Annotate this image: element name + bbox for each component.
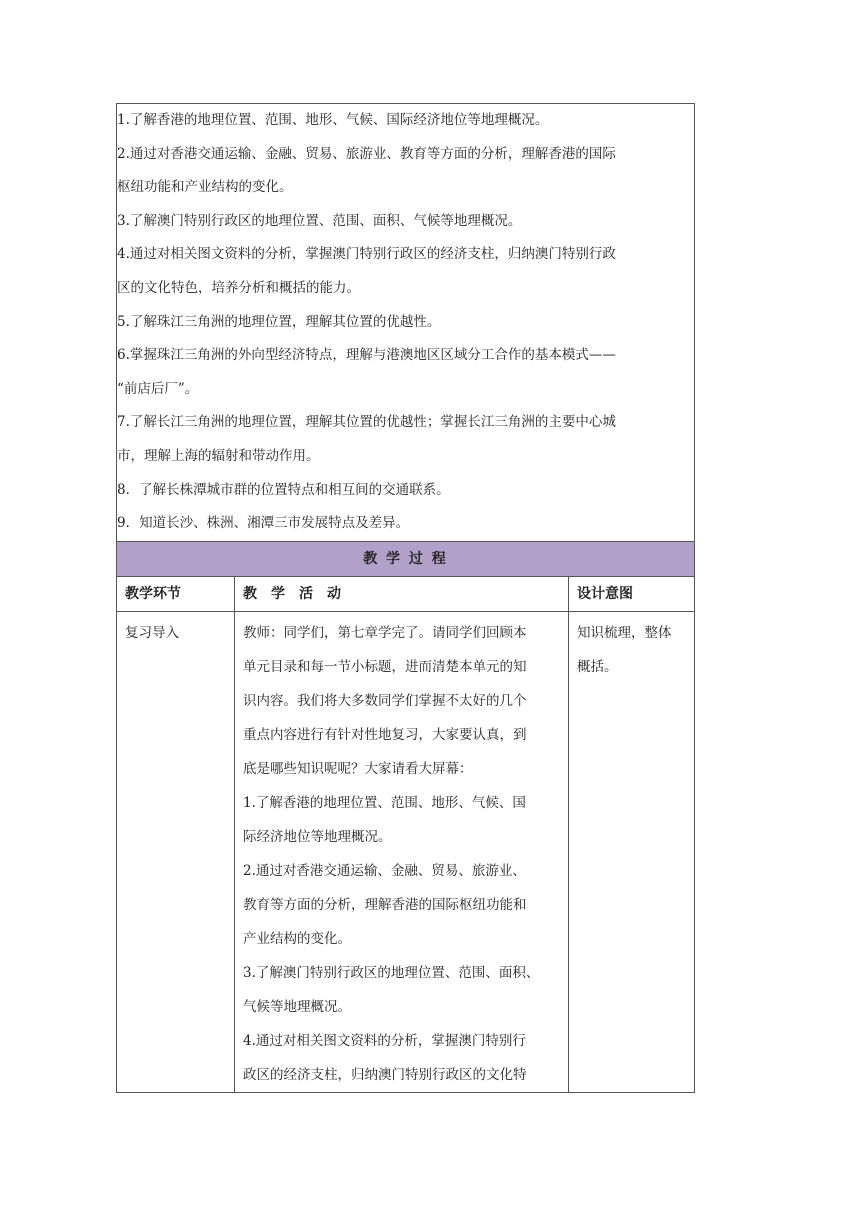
activity-line: 底是哪些知识呢呢？大家请看大屏幕： — [243, 760, 473, 777]
column-header-intent: 设计意图 — [569, 576, 695, 611]
objective-line: 2.通过对香港交通运输、金融、贸易、旅游业、教育等方面的分析，理解香港的国际 — [117, 145, 616, 162]
activity-line: 识内容。我们将大多数同学们掌握不太好的几个 — [243, 692, 527, 709]
activity-line: 际经济地位等地理概况。 — [243, 828, 392, 845]
objective-line: 4.通过对相关图文资料的分析，掌握澳门特别行政区的经济支柱，归纳澳门特别行政 — [117, 246, 616, 263]
activity-line: 单元目录和每一节小标题，进而清楚本单元的知 — [243, 658, 527, 675]
objective-line: 7.了解长江三角洲的地理位置，理解其位置的优越性；掌握长江三角洲的主要中心城 — [117, 414, 616, 431]
objective-line: 市，理解上海的辐射和带动作用。 — [117, 447, 320, 464]
objective-line: 3.了解澳门特别行政区的地理位置、范围、面积、气候等地理概况。 — [117, 212, 522, 229]
intent-line: 概括。 — [577, 658, 618, 675]
activity-line: 1.了解香港的地理位置、范围、地形、气候、国 — [243, 794, 526, 811]
column-header-row — [117, 576, 695, 611]
objective-line: 9．知道长沙、株洲、湘潭三市发展特点及差异。 — [117, 515, 410, 532]
section-title: 教 学 过 程 — [117, 541, 695, 576]
process-header-row — [117, 541, 695, 576]
stage-text: 复习导入 — [125, 624, 179, 641]
objective-line: 5.了解珠江三角洲的地理位置，理解其位置的优越性。 — [117, 313, 441, 330]
activity-line: 产业结构的变化。 — [243, 930, 351, 947]
activity-line: 4.通过对相关图文资料的分析，掌握澳门特别行 — [243, 1032, 526, 1049]
activity-line: 3.了解澳门特别行政区的地理位置、范围、面积、 — [243, 964, 540, 981]
activity-line: 政区的经济支柱，归纳澳门特别行政区的文化特 — [243, 1066, 527, 1083]
objective-line: 枢纽功能和产业结构的变化。 — [117, 179, 293, 196]
activity-line: 教育等方面的分析，理解香港的国际枢纽功能和 — [243, 896, 527, 913]
lesson-plan-table — [116, 103, 695, 1093]
stage-cell — [117, 611, 235, 1092]
objective-line: “前店后厂”。 — [117, 380, 199, 397]
objectives-row — [117, 104, 695, 542]
column-header-stage: 教学环节 — [117, 576, 235, 611]
objective-line: 8．了解长株潭城市群的位置特点和相互间的交通联系。 — [117, 481, 450, 498]
activity-line: 教师：同学们，第七章学完了。请同学们回顾本 — [243, 624, 527, 641]
objective-line: 6.掌握珠江三角洲的外向型经济特点，理解与港澳地区区域分工合作的基本模式—— — [117, 347, 616, 364]
objective-line: 1.了解香港的地理位置、范围、地形、气候、国际经济地位等地理概况。 — [117, 112, 549, 128]
activity-line: 重点内容进行有针对性地复习，大家要认真，到 — [243, 726, 527, 743]
objective-line: 区的文化特色，培养分析和概括的能力。 — [117, 279, 360, 296]
activity-cell — [235, 611, 569, 1092]
intent-cell — [569, 611, 695, 1092]
objectives-cell — [117, 104, 695, 542]
intent-line: 知识梳理，整体 — [577, 624, 672, 641]
activity-line: 2.通过对香港交通运输、金融、贸易、旅游业、 — [243, 862, 526, 879]
table-row — [117, 611, 695, 1092]
column-header-activity: 教 学 活 动 — [235, 576, 569, 611]
activity-line: 气候等地理概况。 — [243, 998, 351, 1015]
